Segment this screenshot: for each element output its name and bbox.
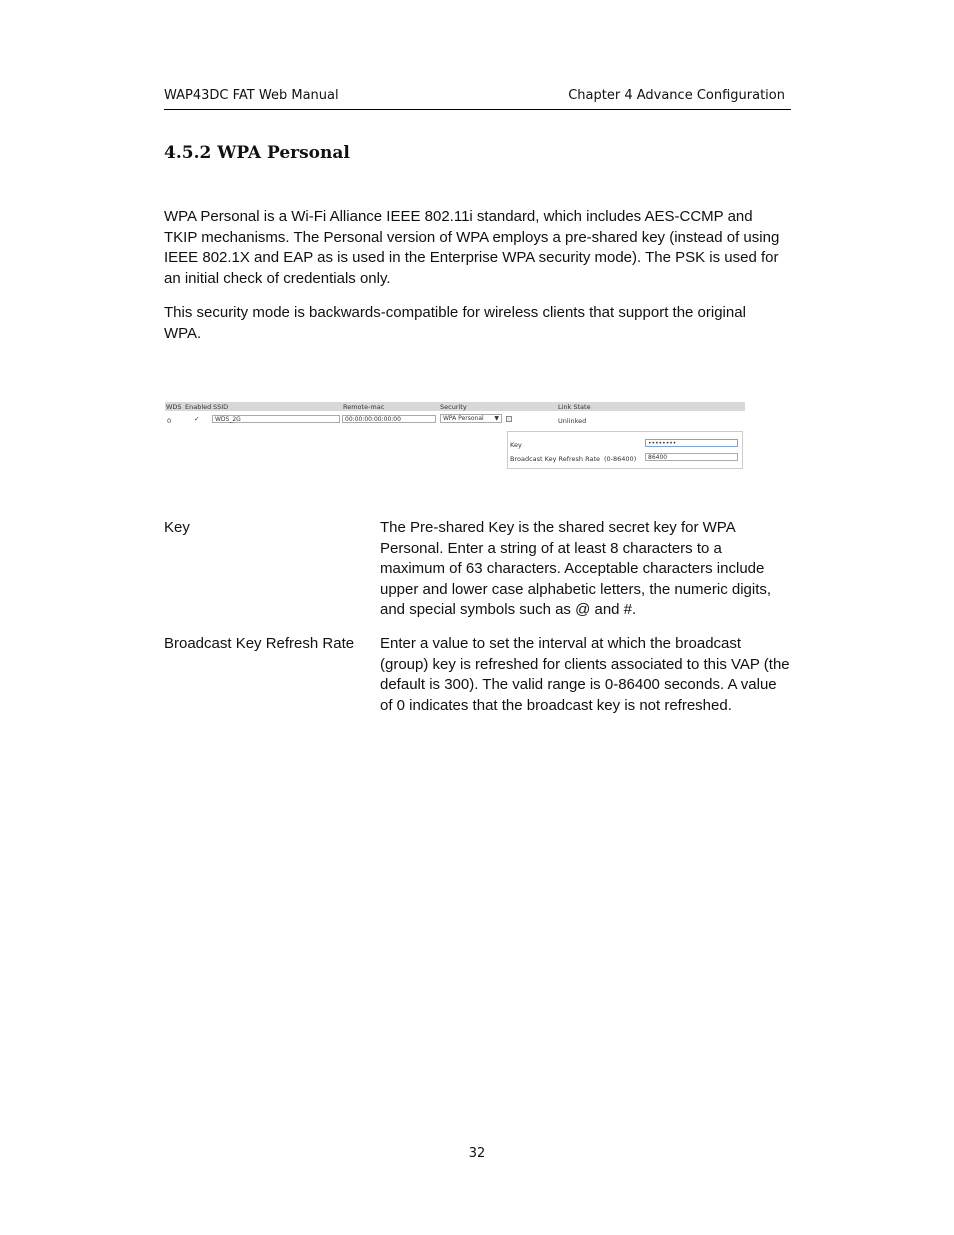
column-header-wds: WDS [166,403,182,411]
security-select[interactable] [440,414,502,423]
intro-paragraph: WPA Personal is a Wi-Fi Alliance IEEE 802.11i standard, which includes AES-CCMP and TKIP mechanisms. The Personal version of WPA employs a pre-shared key (instead of using IEEE 802.1X and EAP as is used in the Enterprise WPA security mode). The PSK is used for an initial check of credentials only. [164,208,780,287]
definition-description-key: The Pre-shared Key is the shared secret key for WPA Personal. Enter a string of at least 8 characters to a maximum of 63 characters. Acceptable characters include upper and lower case alphabetic letters, the numeric digits, and special symbols such as @ and #. [380,519,772,618]
wds-settings-screenshot [165,402,745,470]
expand-toggle-icon[interactable] [506,416,512,422]
key-input[interactable]: •••••••• [645,439,738,447]
link-state-value: Unlinked [558,417,587,425]
column-header-enabled: Enabled [185,403,212,411]
refresh-rate-label: Broadcast Key Refresh Rate [510,455,601,463]
remote-mac-input[interactable]: 00:00:00:00:00:00 [342,415,436,423]
definition-term-refresh-rate: Broadcast Key Refresh Rate [164,635,355,652]
column-header-link-state: Link State [558,403,591,411]
wds-index: 0 [167,417,172,425]
compatibility-paragraph: This security mode is backwards-compatible for wireless clients that support the original WPA. [164,304,746,342]
column-header-ssid: SSID [213,403,229,411]
header-chapter-title: Chapter 4 Advance Configuration [568,88,785,103]
wpa-personal-settings-panel [507,431,743,469]
enabled-checkbox[interactable]: ✓ [194,415,200,423]
refresh-rate-range: (0-86400) [604,455,637,463]
definition-term-key: Key [164,519,190,536]
ssid-input[interactable]: WDS_2G [212,415,340,423]
table-header-row [165,402,745,411]
page-number: 32 [468,1146,486,1161]
column-header-remote-mac: Remote-mac [343,403,385,411]
refresh-rate-input[interactable]: 86400 [645,453,738,461]
section-title: 4.5.2 WPA Personal [164,143,350,163]
key-label: Key [510,441,522,449]
chevron-down-icon: ▼ [494,415,499,422]
header-divider [164,109,791,110]
column-header-security: Security [440,403,467,411]
definition-description-refresh-rate: Enter a value to set the interval at which the broadcast (group) key is refreshed for clients associated to this VAP (the default is 300). The valid range is 0-86400 seconds. A value of 0 indicates that the broadcast key is not refreshed. [380,635,790,714]
header-manual-title: WAP43DC FAT Web Manual [164,88,339,103]
security-select-value: WPA Personal [443,415,484,422]
